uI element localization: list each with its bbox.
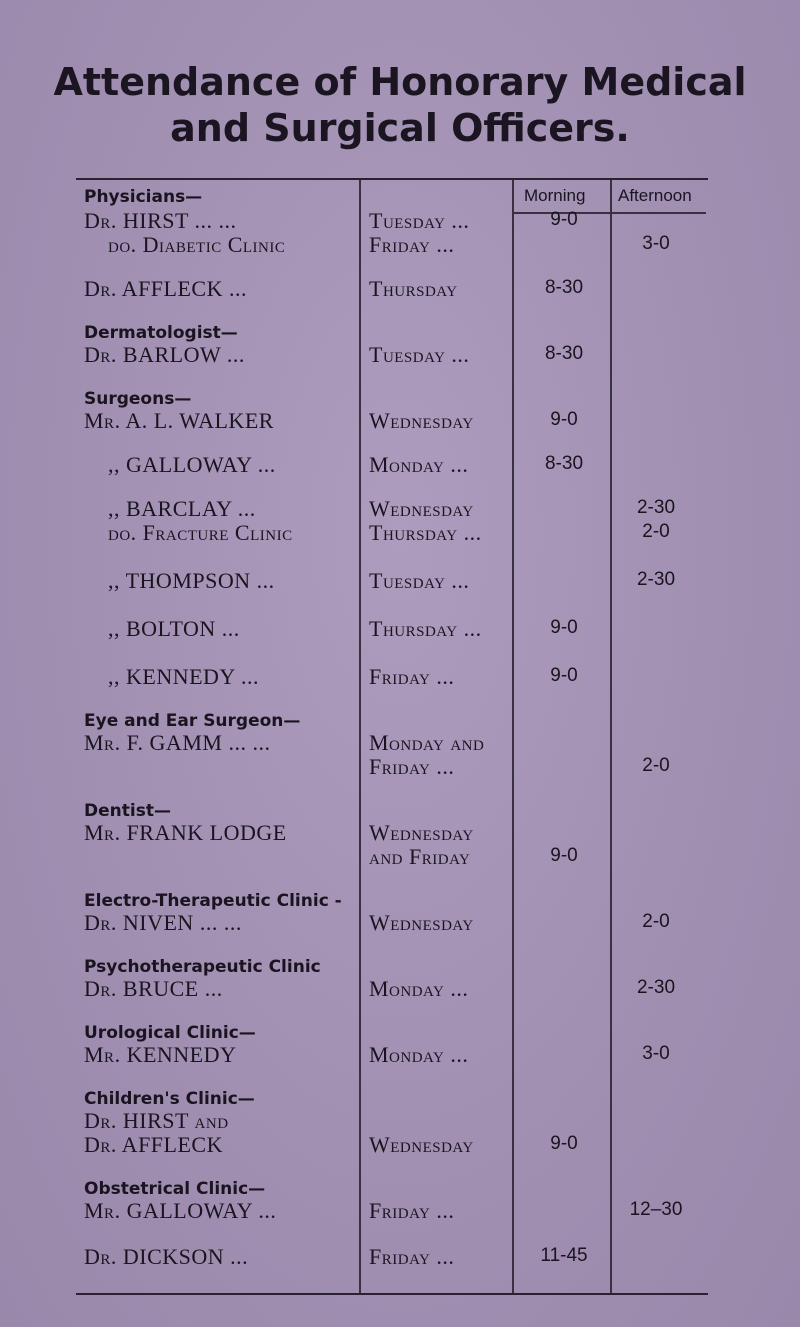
- clinic-day: Monday ...: [369, 1042, 469, 1067]
- officer-name: Dr. HIRST ... ...: [84, 208, 237, 233]
- morning-time: 8-30: [544, 277, 584, 298]
- clinic-day: Thursday ...: [369, 616, 482, 641]
- clinic-day: Wednesday: [369, 408, 474, 433]
- afternoon-time: 2-30: [636, 497, 676, 518]
- afternoon-time: 2-30: [636, 977, 676, 998]
- clinic-day: Thursday ...: [369, 520, 482, 545]
- afternoon-time: 12–30: [629, 1199, 683, 1220]
- morning-time: 9-0: [550, 1133, 578, 1154]
- section-heading: Surgeons—: [84, 389, 192, 409]
- afternoon-time: 2-0: [642, 755, 670, 776]
- officer-name: Dr. NIVEN ... ...: [84, 910, 242, 935]
- clinic-day: Wednesday: [369, 496, 474, 521]
- officer-name: Mr. FRANK LODGE: [84, 820, 287, 845]
- afternoon-time: 2-0: [642, 911, 670, 932]
- morning-time: 9-0: [550, 409, 578, 430]
- clinic-day: Friday ...: [369, 754, 455, 779]
- clinic-day: Tuesday ...: [369, 208, 470, 233]
- section-heading: Electro-Therapeutic Clinic -: [84, 891, 342, 911]
- header-morning: Morning: [524, 186, 586, 205]
- morning-time: 9-0: [550, 617, 578, 638]
- officer-name: ,, GALLOWAY ...: [108, 452, 276, 477]
- bottom-rule: [76, 1293, 708, 1295]
- officer-name: Dr. HIRST and: [84, 1108, 229, 1133]
- afternoon-time: 3-0: [642, 1043, 670, 1064]
- officer-name: Dr. BARLOW ...: [84, 342, 245, 367]
- section-heading: Physicians—: [84, 187, 203, 207]
- clinic-day: Friday ...: [369, 1244, 455, 1269]
- morning-time: 9-0: [550, 845, 578, 866]
- clinic-day: Tuesday ...: [369, 342, 470, 367]
- section-heading: Psychotherapeutic Clinic: [84, 957, 321, 977]
- clinic-day: Monday ...: [369, 976, 469, 1001]
- afternoon-time: 3-0: [642, 233, 670, 254]
- officer-name: Dr. BRUCE ...: [84, 976, 223, 1001]
- section-heading: Dentist—: [84, 801, 171, 821]
- officer-name: Dr. AFFLECK: [84, 1132, 223, 1157]
- clinic-day: Friday ...: [369, 664, 455, 689]
- section-heading: Urological Clinic—: [84, 1023, 256, 1043]
- clinic-day: and Friday: [369, 844, 471, 869]
- top-rule: [76, 178, 708, 180]
- officer-name: do. Diabetic Clinic: [108, 232, 286, 257]
- morning-time: 9-0: [550, 209, 578, 230]
- page-subtitle: and Surgical Officers.: [170, 106, 630, 150]
- clinic-day: Friday ...: [369, 232, 455, 257]
- officer-name: ,, THOMPSON ...: [108, 568, 275, 593]
- afternoon-time: 2-30: [636, 569, 676, 590]
- page-title: Attendance of Honorary Medical: [53, 60, 747, 104]
- section-heading: Eye and Ear Surgeon—: [84, 711, 301, 731]
- column-divider-name: [359, 180, 361, 1293]
- morning-time: 9-0: [550, 665, 578, 686]
- morning-time: 11-45: [540, 1245, 588, 1266]
- clinic-day: Wednesday: [369, 1132, 474, 1157]
- section-heading: Dermatologist—: [84, 323, 238, 343]
- officer-name: Mr. F. GAMM ... ...: [84, 730, 271, 755]
- officer-name: ,, BARCLAY ...: [108, 496, 256, 521]
- clinic-day: Monday ...: [369, 452, 469, 477]
- clinic-day: Tuesday ...: [369, 568, 470, 593]
- header-afternoon: Afternoon: [618, 186, 692, 205]
- clinic-day: Thursday: [369, 276, 458, 301]
- officer-name: Mr. A. L. WALKER: [84, 408, 274, 433]
- officer-name: Dr. AFFLECK ...: [84, 276, 247, 301]
- officer-name: Mr. KENNEDY: [84, 1042, 237, 1067]
- afternoon-time: 2-0: [642, 521, 670, 542]
- section-heading: Children's Clinic—: [84, 1089, 255, 1109]
- officer-name: do. Fracture Clinic: [108, 520, 293, 545]
- clinic-day: Wednesday: [369, 820, 474, 845]
- officer-name: ,, BOLTON ...: [108, 616, 240, 641]
- section-heading: Obstetrical Clinic—: [84, 1179, 266, 1199]
- officer-name: Dr. DICKSON ...: [84, 1244, 249, 1269]
- morning-time: 8-30: [544, 453, 584, 474]
- officer-name: Mr. GALLOWAY ...: [84, 1198, 277, 1223]
- clinic-day: Friday ...: [369, 1198, 455, 1223]
- clinic-day: Wednesday: [369, 910, 474, 935]
- morning-time: 8-30: [544, 343, 584, 364]
- officer-name: ,, KENNEDY ...: [108, 664, 259, 689]
- clinic-day: Monday and: [369, 730, 485, 755]
